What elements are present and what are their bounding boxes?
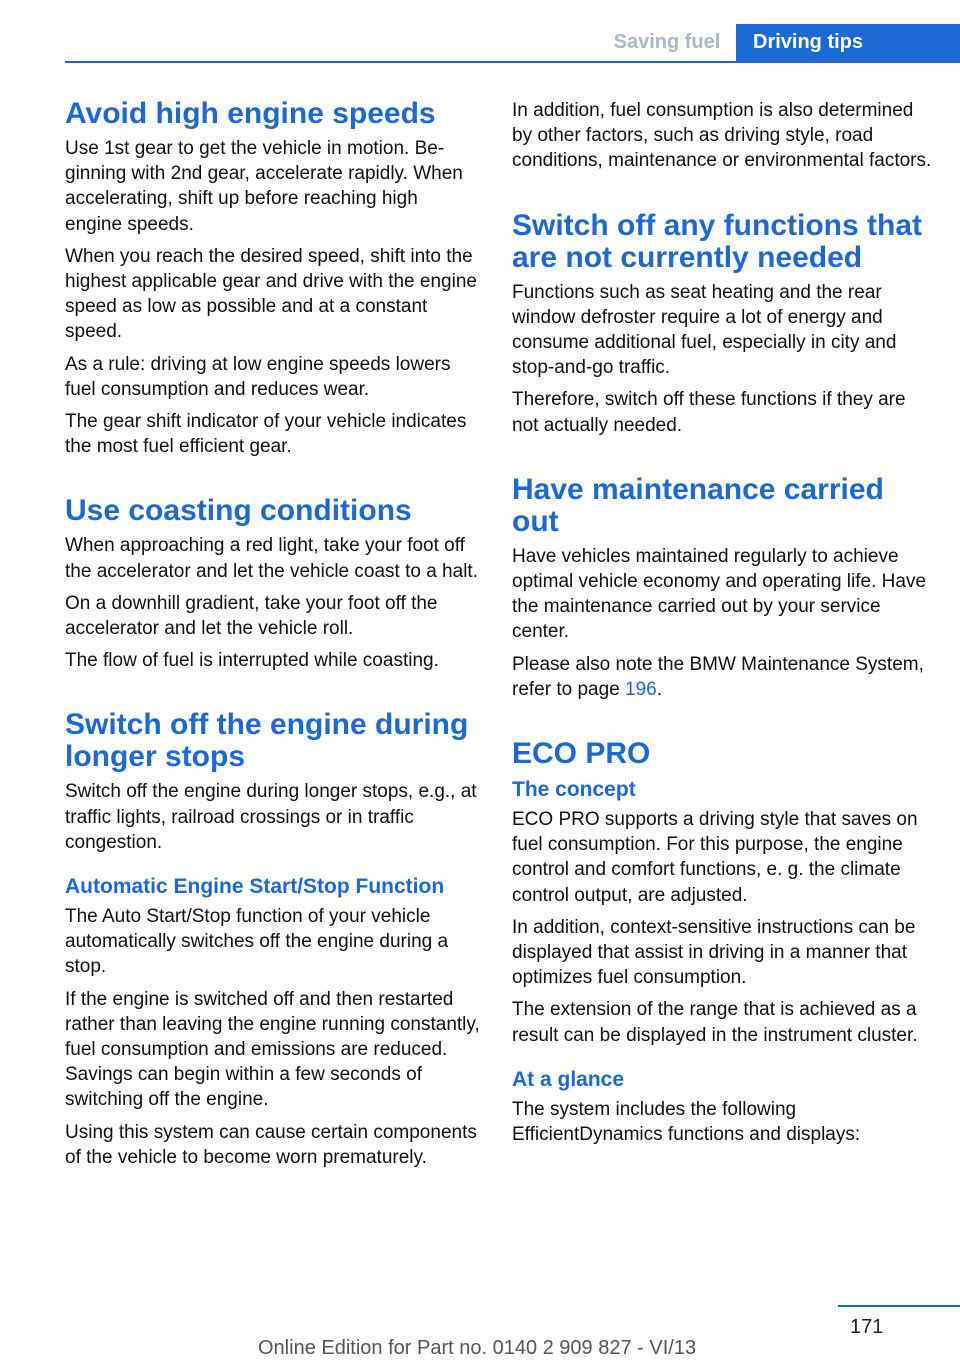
paragraph: As a rule: driving at low engine speeds lowers fuel consumption and reduces wear.	[65, 353, 451, 400]
tab-saving-fuel[interactable]: Saving fuel	[613, 31, 721, 53]
paragraph: The gear shift indicator of your vehicle indicates the most fuel efficient gear.	[65, 411, 467, 458]
heading-the-concept: The concept	[512, 778, 636, 802]
left-column	[65, 98, 480, 1170]
header-divider	[65, 61, 960, 63]
paragraph: The flow of fuel is interrupted while coasting.	[65, 650, 439, 672]
paragraph: When approaching a red light, take your foot off the accelerator and let the vehicle coast to a halt.	[65, 535, 478, 582]
heading-auto-start-stop: Automatic Engine Start/Stop Function	[65, 875, 445, 899]
paragraph: If the engine is switched off and then restarted rather than leaving the engine running constantly, fuel consumption and emissions are reduced. Savings can begin within a few seconds of switching off the engine.	[65, 988, 480, 1111]
paragraph: Functions such as seat heating and the rear window defroster require a lot of energy and consume additional fuel, especially in city and stop-and-go traffic.	[512, 281, 897, 379]
paragraph: ECO PRO supports a driving style that saves on fuel consumption. For this purpose, the engine control and comfort functions, e. g. the climate control output, are adjusted.	[512, 809, 918, 906]
paragraph: In addition, context-sensitive instructions can be displayed that assist in driving in a manner that optimizes fuel consumption.	[512, 916, 916, 989]
page-number: 171	[850, 1316, 884, 1338]
paragraph: Have vehicles maintained regularly to achieve optimal vehicle economy and operating life. Have the maintenance carried out by your service center.	[512, 545, 927, 643]
text: Please also note the BMW Maintenance System, refer to page	[512, 653, 924, 700]
heading-use-coasting-conditions: Use coasting conditions	[65, 494, 412, 528]
tab-driving-tips[interactable]: Driving tips	[736, 24, 960, 61]
heading-at-a-glance: At a glance	[512, 1067, 625, 1091]
text: .	[656, 678, 663, 700]
paragraph: Using this system can cause certain components of the vehicle to become worn prematurely.	[65, 1121, 477, 1168]
heading-switch-off-engine: Switch off the engine during longer stops	[65, 708, 469, 774]
paragraph: The system includes the following EfficientDynamics functions and displays:	[512, 1098, 861, 1146]
right-column	[512, 98, 932, 1147]
page-link-196[interactable]: 196	[625, 678, 657, 700]
heading-have-maintenance: Have maintenance carried out	[512, 472, 884, 538]
edition-footer: Online Edition for Part no. 0140 2 909 827 - VI/13	[258, 1337, 697, 1359]
footer-divider	[838, 1305, 960, 1307]
paragraph: In addition, fuel consumption is also determined by other factors, such as driving style, road conditions, maintenance or environmental factors.	[512, 100, 932, 172]
paragraph: When you reach the desired speed, shift into the highest applicable gear and drive with the engine speed as low as possible and at a constant speed.	[65, 245, 477, 343]
paragraph: Use 1st gear to get the vehicle in motion. Beginning with 2nd gear, accelerate rapidly. When accelerating, shift up before reaching high engine speeds.	[65, 138, 463, 235]
heading-avoid-high-engine-speeds: Avoid high engine speeds	[65, 97, 436, 130]
heading-switch-off-functions: Switch off any functions that are not currently needed	[512, 208, 922, 274]
paragraph: On a downhill gradient, take your foot off the accelerator and let the vehicle roll.	[65, 592, 438, 640]
paragraph: The Auto Start/Stop function of your vehicle automatically switches off the engine during a stop.	[65, 906, 449, 978]
heading-eco-pro: ECO PRO	[512, 737, 651, 771]
paragraph: Switch off the engine during longer stops, e.g., at traffic lights, railroad crossings or in traffic congestion.	[65, 781, 477, 853]
paragraph: The extension of the range that is achieved as a result can be displayed in the instrument cluster.	[512, 999, 918, 1046]
paragraph: Therefore, switch off these functions if they are not actually needed.	[512, 389, 906, 436]
paragraph-maintenance-reference	[512, 652, 932, 702]
